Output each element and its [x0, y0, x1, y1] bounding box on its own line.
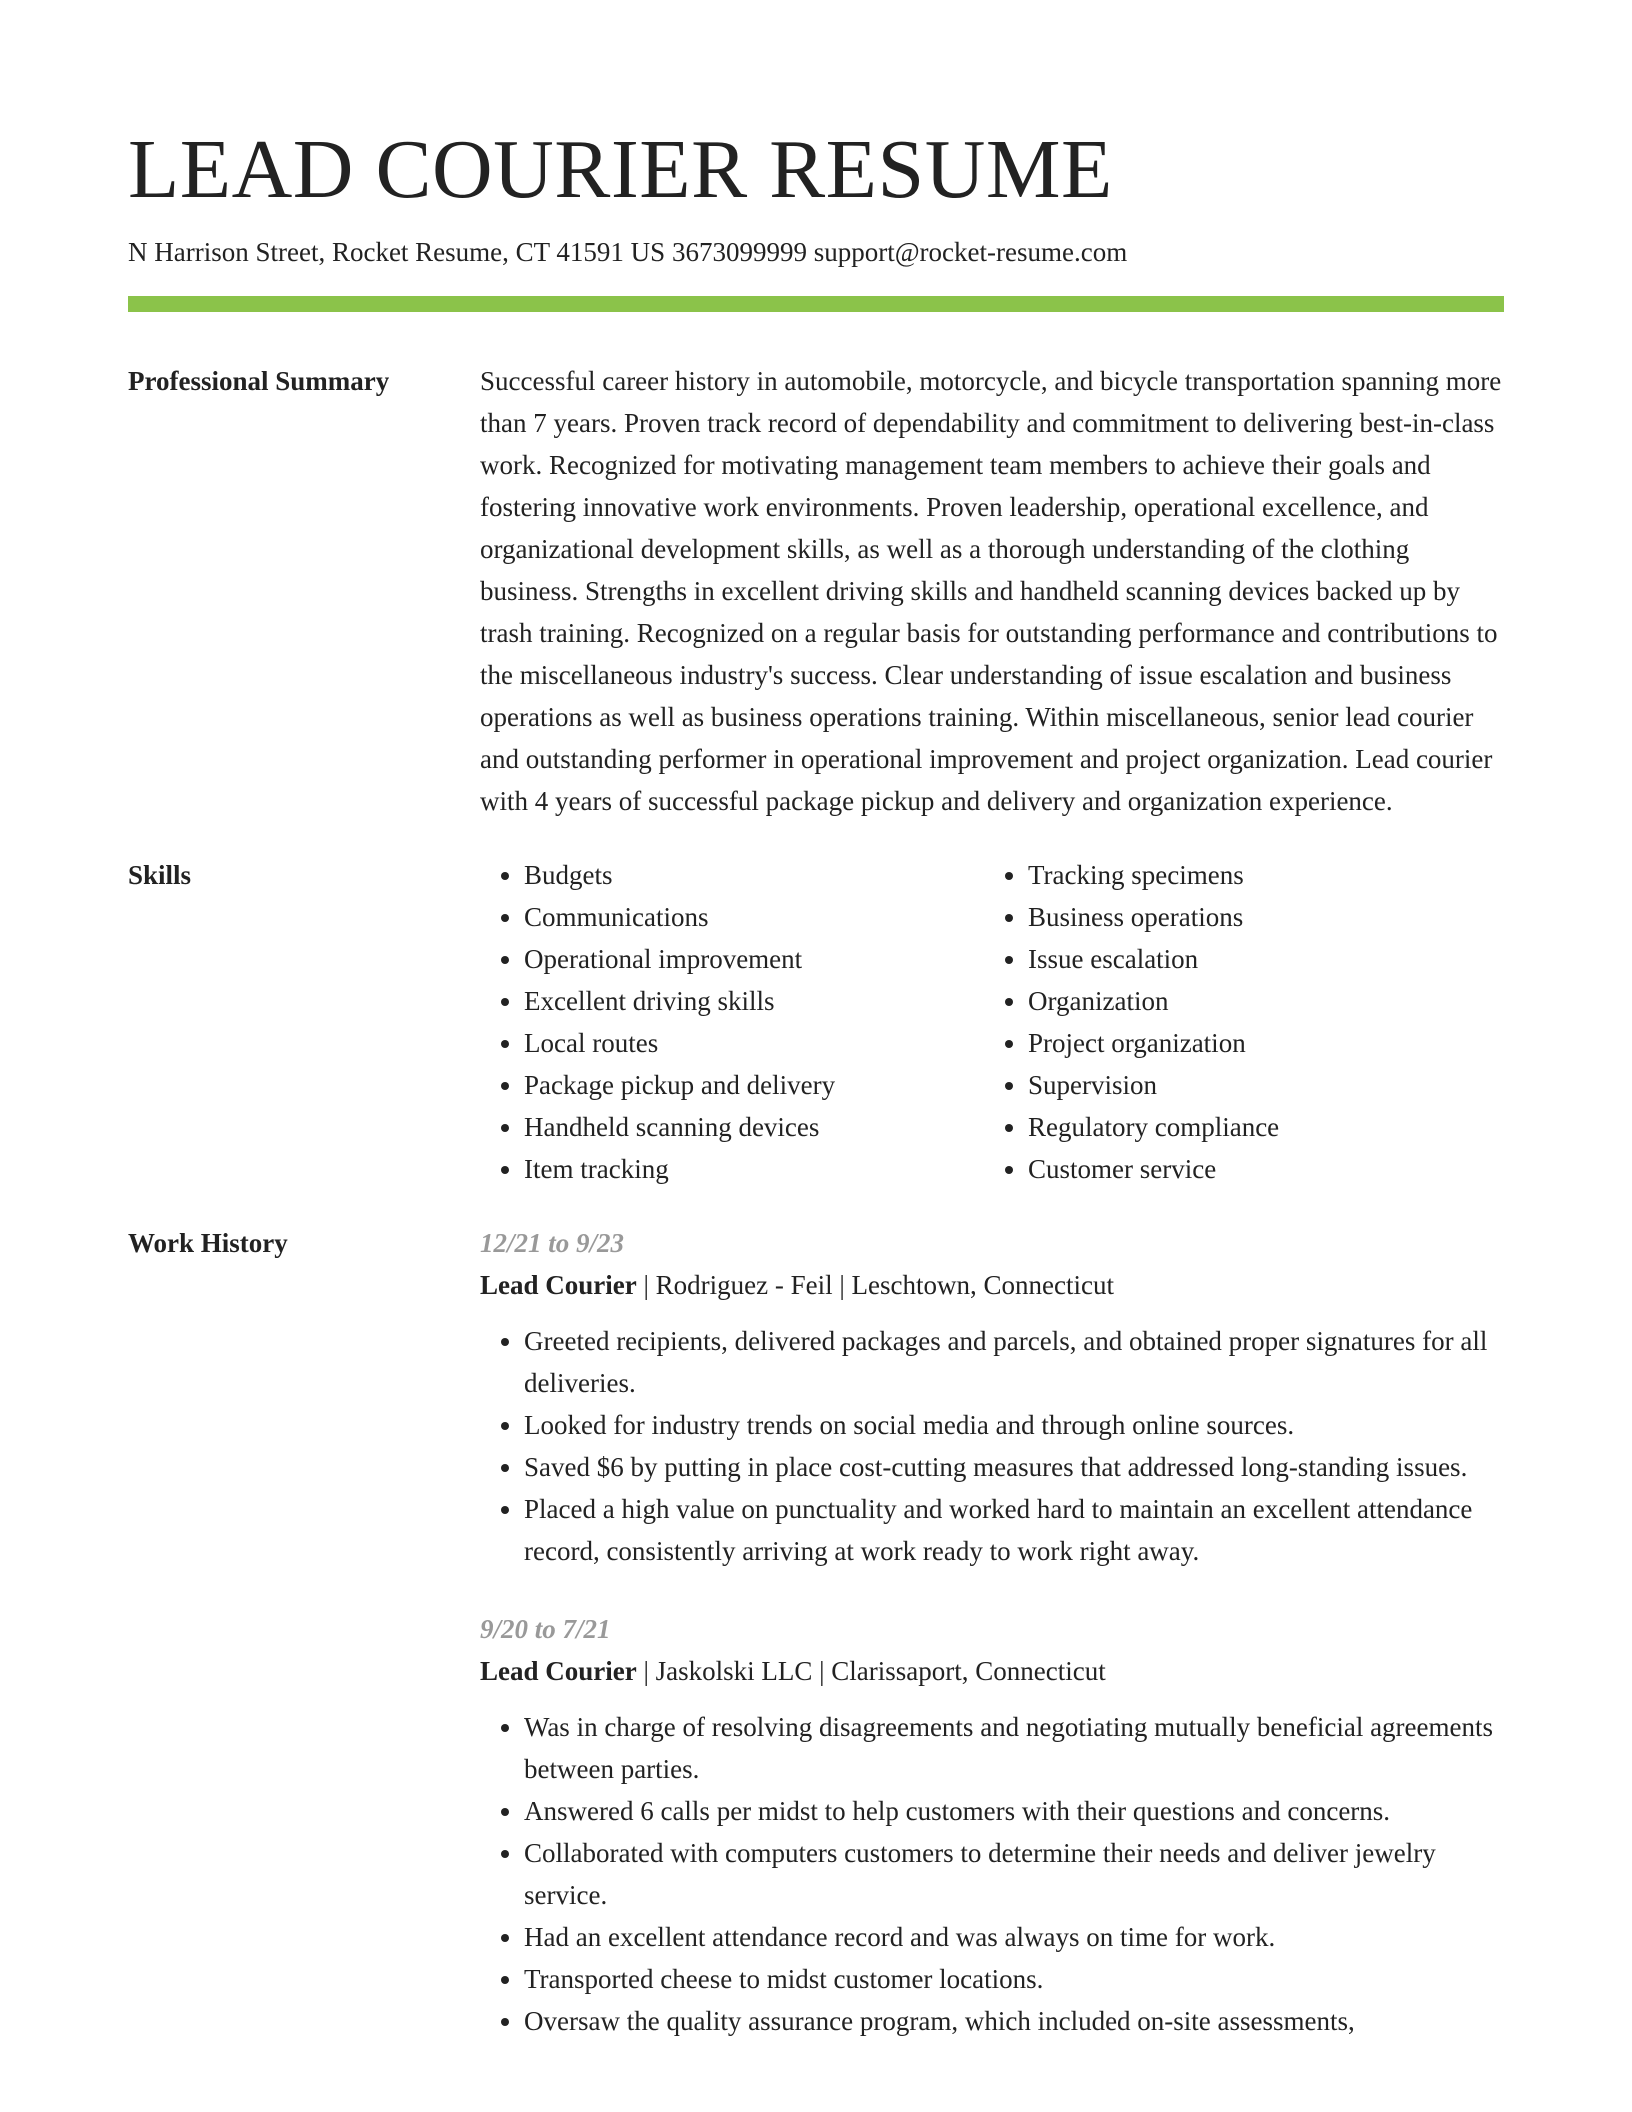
job-title: Lead Courier [480, 1656, 637, 1686]
skill-item: • Tracking specimens [1028, 854, 1488, 896]
skill-item: • Supervision [1028, 1064, 1488, 1106]
skill-item: • Business operations [1028, 896, 1488, 938]
accent-divider [128, 296, 1504, 312]
job-bullet: • Answered 6 calls per midst to help customers with their questions and concerns. [524, 1790, 1504, 1832]
skill-item: • Communications [524, 896, 984, 938]
skills-body [480, 854, 1504, 1190]
job-bullet: • Collaborated with computers customers to determine their needs and deliver jewelry service. [524, 1832, 1504, 1916]
contact-line: N Harrison Street, Rocket Resume, CT 41591 US 3673099999 support@rocket-resume.com [128, 237, 1128, 267]
job-bullet: • Looked for industry trends on social media and through online sources. [524, 1404, 1504, 1446]
section-label-skills: Skills [128, 860, 192, 890]
job-dates: 12/21 to 9/23 [480, 1228, 625, 1258]
job-bullet-list [480, 1320, 1504, 1572]
skill-item: • Package pickup and delivery [524, 1064, 984, 1106]
job-bullet: • Saved $6 by putting in place cost-cutting measures that addressed long-standing issues. [524, 1446, 1504, 1488]
skill-item: • Issue escalation [1028, 938, 1488, 980]
skill-item: • Budgets [524, 854, 984, 896]
job-employer-location: | Jaskolski LLC | Clarissaport, Connecticut [636, 1656, 1106, 1686]
skills-grid [480, 854, 1504, 1190]
job-bullet: • Was in charge of resolving disagreements and negotiating mutually beneficial agreements between parties. [524, 1706, 1504, 1790]
work-history-body [480, 1222, 1504, 2078]
job-title: Lead Courier [480, 1270, 637, 1300]
section-label-work: Work History [128, 1228, 288, 1258]
job-employer-location: | Rodriguez - Feil | Leschtown, Connecticut [636, 1270, 1114, 1300]
resume-page [128, 120, 1504, 2078]
job-bullet: • Transported cheese to midst customer locations. [524, 1958, 1504, 2000]
skill-item: • Project organization [1028, 1022, 1488, 1064]
skill-item: • Item tracking [524, 1148, 984, 1190]
work-history-section [128, 1222, 1504, 2078]
skills-column-left [480, 854, 984, 1190]
job-bullet-list [480, 1706, 1504, 2042]
skill-item: • Excellent driving skills [524, 980, 984, 1022]
job-bullet: • Placed a high value on punctuality and worked hard to maintain an excellent attendance record, consistently arriving at work ready to work right away. [524, 1488, 1504, 1572]
job-entry [480, 1608, 1504, 2042]
summary-body [480, 360, 1504, 822]
skill-item: • Regulatory compliance [1028, 1106, 1488, 1148]
skills-column-right [984, 854, 1488, 1190]
skill-item: • Handheld scanning devices [524, 1106, 984, 1148]
job-bullet: • Oversaw the quality assurance program, which included on-site assessments, [524, 2000, 1504, 2042]
skill-item: • Organization [1028, 980, 1488, 1022]
professional-summary-section [128, 360, 1504, 822]
job-bullet: • Had an excellent attendance record and was always on time for work. [524, 1916, 1504, 1958]
skill-item: • Operational improvement [524, 938, 984, 980]
section-label-summary: Professional Summary [128, 366, 390, 396]
job-heading [480, 1650, 1504, 1692]
resume-title: LEAD COURIER RESUME [128, 123, 1113, 216]
job-bullet: • Greeted recipients, delivered packages and parcels, and obtained proper signatures for all deliveries. [524, 1320, 1504, 1404]
job-dates: 9/20 to 7/21 [480, 1614, 611, 1644]
skill-item: • Local routes [524, 1022, 984, 1064]
summary-text: Successful career history in automobile, motorcycle, and bicycle transportation spanning more than 7 years. Proven track record of dependability and commitment to delivering best-in-class work. Recognized for motivating management team members to achieve their goals and fostering innovative work environments. Proven leadership, operational excellence, and organizational development skills, as well as a thorough understanding of the clothing business. Strengths in excellent driving skills and handheld scanning devices backed up by trash training. Recognized on a regular basis for outstanding performance and contributions to the miscellaneous industry's success. Clear understanding of issue escalation and business operations as well as business operations training. Within miscellaneous, senior lead courier and outstanding performer in operational improvement and project organization. Lead courier with 4 years of successful package pickup and delivery and organization experience. [480, 366, 1502, 816]
skills-section [128, 854, 1504, 1190]
job-heading [480, 1264, 1504, 1306]
skill-item: • Customer service [1028, 1148, 1488, 1190]
job-entry [480, 1222, 1504, 1572]
